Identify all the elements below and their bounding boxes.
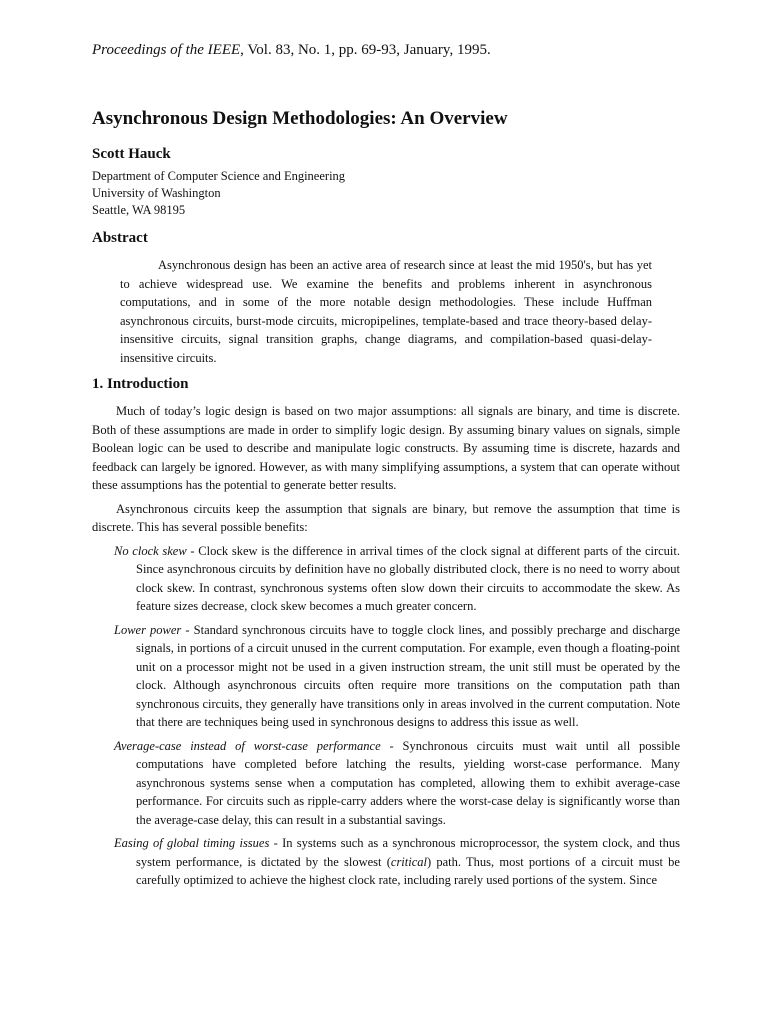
benefit-emphasis: critical [390, 854, 427, 869]
introduction-heading: 1. Introduction [92, 376, 189, 392]
benefits-list [92, 542, 680, 890]
journal-name: Proceedings of the IEEE [92, 42, 241, 58]
journal-citation [92, 40, 680, 60]
benefit-global-timing [92, 834, 680, 890]
benefit-term: No clock skew [114, 543, 187, 558]
benefit-description-end: ) path. Thus, most portions of a circuit must be carefully optimized to achieve the highest clock rate, including rarely used portions of the system. Since [136, 854, 680, 887]
benefit-description-start: - In systems such as a synchronous microprocessor, the system clock, and thus system performance, is dictated by the slowest ( [136, 836, 681, 869]
journal-details: , Vol. 83, No. 1, pp. 69-93, January, 1995. [240, 42, 491, 58]
affiliation-university: University of Washington [92, 186, 221, 200]
author-name: Scott Hauck [92, 146, 171, 162]
benefit-average-case-performance [92, 737, 680, 830]
affiliation-address: Seattle, WA 98195 [92, 203, 186, 217]
benefit-term: Lower power [114, 622, 182, 637]
affiliation-department: Department of Computer Science and Engineering [92, 169, 346, 183]
benefit-description: - Clock skew is the difference in arrival times of the clock signal at different parts of the circuit. Since asynchronous circuits by definition have no globally distributed clock, there is no need to worry about clock skew. In contrast, synchronous systems often slow down their circuits to accommodate the skew. As feature sizes decrease, clock skew becomes a much greater concern. [136, 543, 680, 613]
benefit-no-clock-skew [92, 542, 680, 616]
intro-paragraph-1: Much of today’s logic design is based on two major assumptions: all signals are binary, and time is discrete. Both of these assumptions are made in order to simplify logic design. By assuming binary values on signals, simple Boolean logic can be used to describe and manipulate logic constructs. By assuming time is discrete, hazards and feedback can largely be ignored. However, as with many simplifying assumptions, a system that can operate without these assumptions has the potential to generate better results. [92, 404, 680, 492]
abstract-text: Asynchronous design has been an active area of research since at least the mid 1950's, but has yet to achieve widespread use. We examine the benefits and problems inherent in asynchronous computations, and in some of the more notable design methodologies. These include Huffman asynchronous circuits, burst-mode circuits, micropipelines, template-based and trace theory-based delay-insensitive circuits, signal transition graphs, change diagrams, and compilation-based quasi-delay-insensitive circuits. [120, 258, 652, 365]
benefit-term: Easing of global timing issues [114, 836, 270, 850]
abstract-heading: Abstract [92, 230, 148, 246]
paper-title: Asynchronous Design Methodologies: An Overview [92, 108, 508, 129]
benefit-description: - Synchronous circuits must wait until all possible computations have completed before latching the results, yielding worst-case performance. Many asynchronous systems sense when a computation has completed, allowing them to exhibit average-case performance. For circuits such as ripple-carry adders where the worst-case delay is significantly worse than the average-case delay, this can result in a substantial savings. [136, 738, 681, 827]
benefit-term: Average-case instead of worst-case performance [114, 738, 381, 753]
benefit-lower-power [92, 621, 680, 732]
benefit-description: - Standard synchronous circuits have to toggle clock lines, and possibly precharge and discharge signals, in portions of a circuit unused in the current computation. For example, even though a floating-point unit on a processor might not be used in a given instruction stream, the unit still must be operated by the clock. Although asynchronous circuits often require more transitions on the computation path than synchronous circuits, they generally have transitions only in areas involved in the current computation. Note that there are techniques being used in synchronous designs to address this issue as well. [136, 622, 680, 729]
author-affiliation [92, 168, 680, 219]
intro-paragraph-2: Asynchronous circuits keep the assumption that signals are binary, but remove the assumption that time is discrete. This has several possible benefits: [92, 501, 680, 534]
